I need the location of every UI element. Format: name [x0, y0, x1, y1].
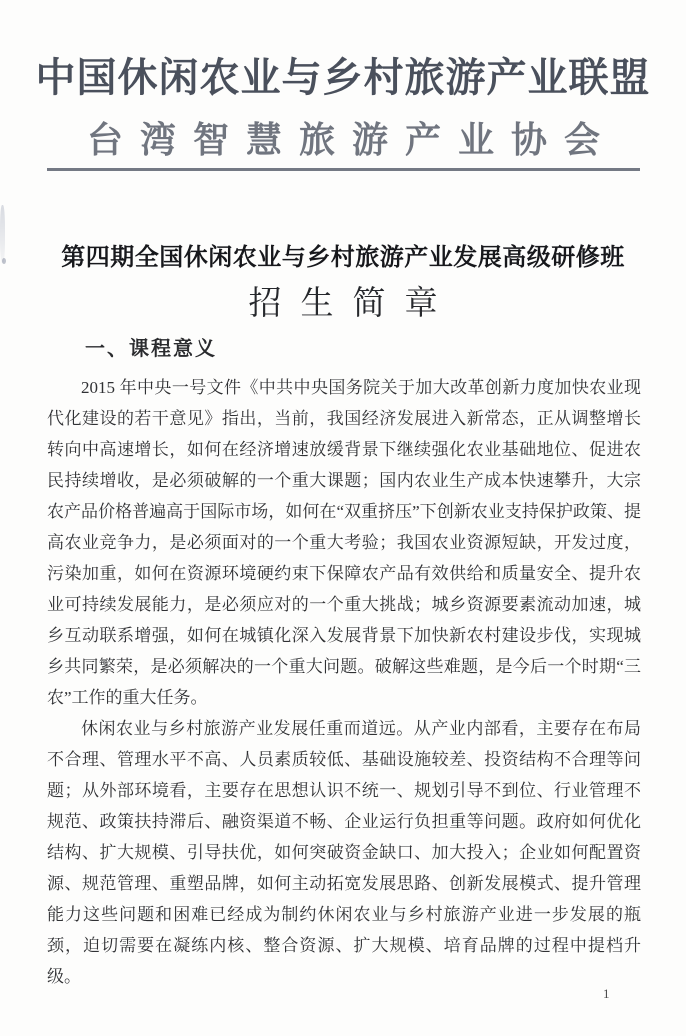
body-text	[47, 372, 641, 992]
course-title: 第四期全国休闲农业与乡村旅游产业发展高级研修班	[61, 244, 625, 271]
page-number: 1	[603, 986, 610, 1001]
admission-brochure-subtitle: 招生简章	[248, 284, 457, 321]
paragraph-policy-background: 2015 年中央一号文件《中共中央国务院关于加大改革创新力度加快农业现代化建设的若干意见》指出，当前，我国经济发展进入新常态，正从调整增长转向中高速增长，如何在经济增速放缓背景下继续强化农业基础地位、促进农民持续增收，是必须破解的一个重大课题；国内农业生产成本快速攀升，大宗农产品价格普遍高于国际市场，如何在“双重挤压”下创新农业支持保护政策、提高农业竞争力，是必须面对的一个重大考验；我国农业资源短缺，开发过度，污染加重，如何在资源环境硬约束下保障农产品有效供给和质量安全、提升农业可持续发展能力，是必须应对的一个重大挑战；城乡资源要素流动加速，城乡互动联系增强，如何在城镇化深入发展背景下加快新农村建设步伐，实现城乡共同繁荣，是必须解决的一个重大问题。破解这些难题，是今后一个时期“三农”工作的重大任务。	[47, 378, 641, 707]
paragraph-industry-challenges: 休闲农业与乡村旅游产业发展任重而道远。从产业内部看，主要存在布局不合理、管理水平不高、人员素质较低、基础设施较差、投资结构不合理等问题；从外部环境看，主要存在思想认识不统一、规划引导不到位、行业管理不规范、政策扶持滞后、融资渠道不畅、企业运行负担重等问题。政府如何优化结构、扩大规模、引导扶优，如何突破资金缺口、加大投入；企业如何配置资源、规范管理、重塑品牌，如何主动拓宽发展思路、创新发展模式、提升管理能力这些问题和困难已经成为制约休闲农业与乡村旅游产业进一步发展的瓶颈，迫切需要在凝练内核、整合资源、扩大规模、培育品牌的过程中提档升级。	[47, 719, 641, 986]
header-org-line2: 台湾智慧旅游产业协会	[86, 119, 617, 160]
section-heading-course-significance: 一、课程意义	[85, 338, 217, 360]
header-org-line2-underline	[47, 120, 640, 171]
header-org-line1: 中国休闲农业与乡村旅游产业联盟	[35, 56, 651, 100]
